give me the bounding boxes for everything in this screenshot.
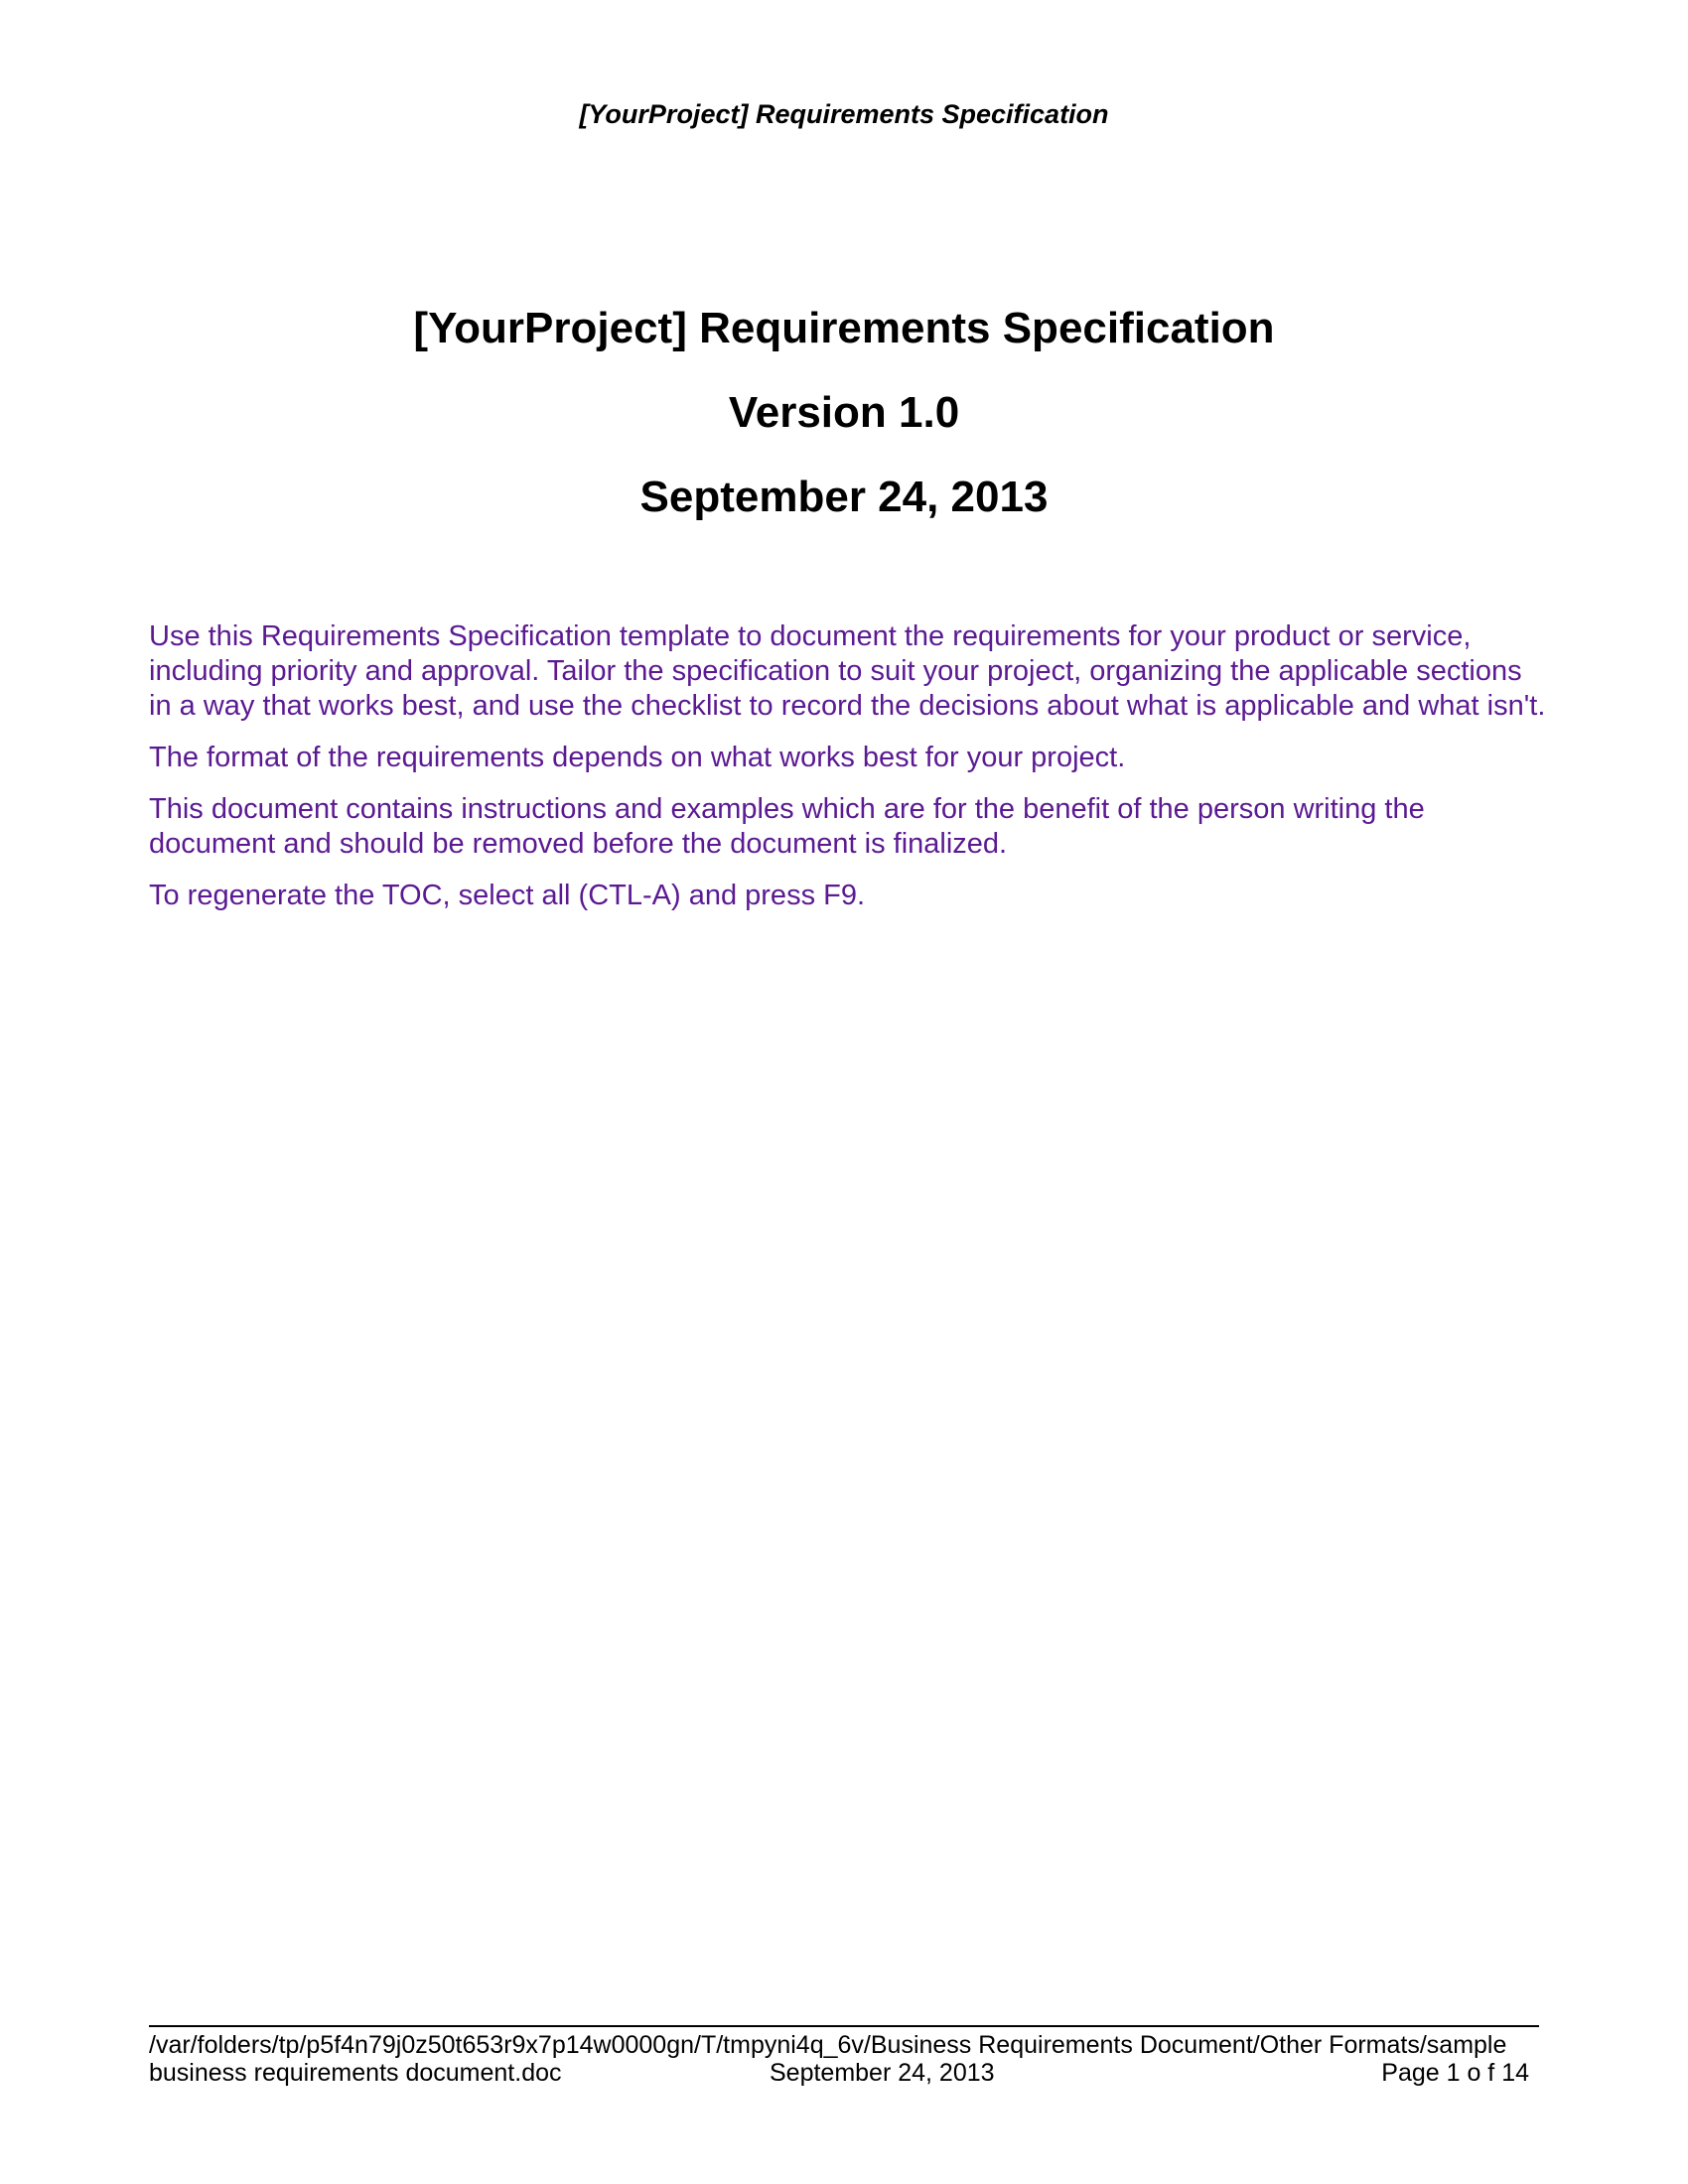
running-header: [YourProject] Requirements Specification	[579, 99, 1109, 129]
instruction-paragraph: To regenerate the TOC, select all (CTL-A) and press F9.	[149, 880, 866, 911]
title-block	[0, 303, 1688, 556]
instruction-paragraph: Use this Requirements Specification template to document the requirements for your product or service, including priority and approval. Tailor the specification to suit your project, organizing the applicable sections in a way that works best, and use the checklist to record the decisions about what is applicable and what isn't.	[149, 620, 1546, 722]
footer-file-path: /var/folders/tp/p5f4n79j0z50t653r9x7p14w0000gn/T/tmpyni4q_6v/Business Requirements Document/Other Formats/sample	[149, 2031, 1507, 2059]
instructions-section	[149, 619, 1549, 930]
instruction-paragraph: The format of the requirements depends on what works best for your project.	[149, 742, 1126, 773]
footer-filename: business requirements document.doc	[149, 2059, 562, 2087]
page-footer	[149, 2025, 1539, 2087]
footer-page-number: Page 1 o f 14	[1381, 2059, 1529, 2087]
document-date: September 24, 2013	[639, 473, 1049, 521]
document-version: Version 1.0	[728, 388, 960, 437]
document-title: [YourProject] Requirements Specification	[413, 304, 1275, 352]
footer-date: September 24, 2013	[770, 2059, 995, 2087]
instruction-paragraph: This document contains instructions and examples which are for the benefit of the person writing the document and should be removed before the document is finalized.	[149, 793, 1425, 860]
footer-bottom-row	[149, 2059, 1539, 2087]
